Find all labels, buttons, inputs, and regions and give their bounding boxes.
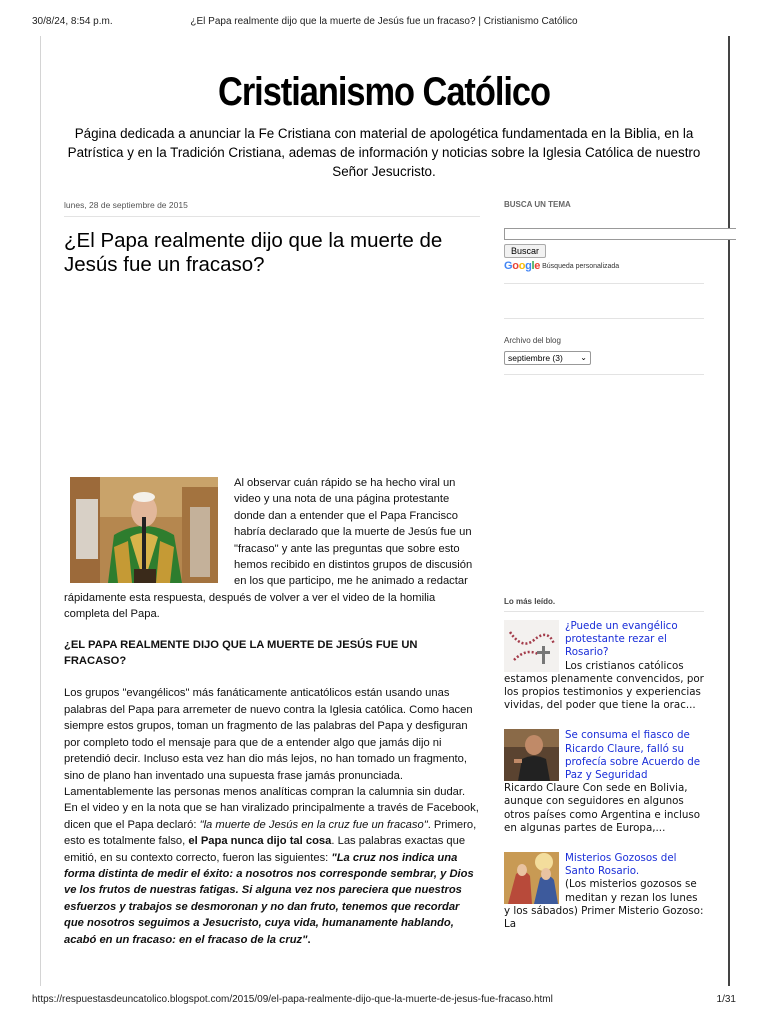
chevron-down-icon: ⌄ [580,353,587,362]
popular-item [504,852,704,931]
para-text: . Las palabras exactas que emitió, en su contexto correcto, fueron las siguientes: [64,835,466,864]
preacher-thumbnail[interactable] [504,729,559,781]
archive-widget-title: Archivo del blog [504,336,561,345]
search-button[interactable]: Buscar [504,244,546,258]
para-bold-quote-text: "La cruz nos indica una forma distinta de medir el éxito: a nosotros nos corresponde sembrar, y Dios ve los frutos de nuestras fatigas. Si alguna vez nos pareciera que nuestros esfuerzos y trabajos se desmoronan y no dan fruto, tenemos que recordar que nosotros seguimos a Jesucristo, cuya vida, humanamente hablando, acabó en un fracaso: en el fracaso de la cruz" [64,851,474,946]
search-input[interactable] [504,228,736,240]
print-footer [32,994,736,1008]
para-text: Los grupos "evangélicos" más fanáticamente anticatólicos están usando unas palabras del Papa para arremeter de nuevo contra la Iglesia católica. Como hacen siempre estos grupos, toman un fragmento de las palabras del Papa y desfiguran por completo todo el mensaje para que de a entender algo que jamás dijo ni pretendió decir. Incluso esta vez han dio más lejos, no han tomado un fragmento, sino de plano han inventado una supuesta frase jamás pronunciada. Lamentablemente las personas menos analíticas compran la calumnia sin dudar. En el video y en la nota que se han viralizado principalmente a través de Facebook, dicen que el Papa declaró: [64,687,479,831]
preacher-thumbnail-graphic [504,729,559,781]
print-datetime: 30/8/24, 8:54 p.m. [32,16,113,27]
para-quote: "la muerte de Jesús en la cruz fue un fracaso" [199,818,428,831]
para-end: . [307,933,311,946]
popular-item-snippet: Los cristianos católicos estamos plenamente convencidos, por los propios testimonios y experiencias vividas, del poder que tiene la orac... [504,659,704,712]
rosary-thumbnail-graphic [504,620,559,672]
blog-title[interactable]: Cristianismo Católico [218,70,550,114]
pope-photo[interactable] [70,477,218,583]
print-document-title: ¿El Papa realmente dijo que la muerte de Jesús fue un fracaso? | Cristianismo Católico [190,16,578,27]
post-body [64,475,480,948]
divider [504,283,704,284]
powered-label: Búsqueda personalizada [542,262,620,270]
para-bold-quote [64,852,474,946]
embedded-video-area[interactable] [64,277,480,475]
popular-item [504,729,704,835]
print-page-number: 1/31 [716,994,736,1005]
post-title[interactable]: ¿El Papa realmente dijo que la muerte de Jesús fue un fracaso? [64,229,443,276]
divider [504,611,704,612]
annunciation-thumbnail-graphic [504,852,559,904]
popular-item [504,620,704,712]
print-header [32,16,736,30]
popular-item-link[interactable]: Se consuma el fiasco de Ricardo Claure, falló su profecía sobre Acuerdo de Paz y Seguridad [565,729,701,782]
post-heading: ¿EL PAPA REALMENTE DIJO QUE LA MUERTE DE JESÚS FUE UN FRACASO? [64,638,418,668]
post-paragraph [64,685,480,948]
popular-widget-title: Lo más leído. [504,597,556,606]
rosary-thumbnail[interactable] [504,620,559,672]
archive-select[interactable] [504,351,591,365]
popular-item-link[interactable]: ¿Puede un evangélico protestante rezar el Rosario? [565,620,678,659]
google-custom-search [504,260,704,272]
search-row [504,228,704,240]
divider [504,374,704,375]
popular-item-link[interactable]: Misterios Gozosos del Santo Rosario. [565,852,677,878]
post-column [64,200,480,948]
search-widget-title: BUSCA UN TEMA [504,200,571,209]
popular-item-snippet: (Los misterios gozosos se meditan y rezan los lunes y los sábados) Primer Misterio Gozoso: La [504,878,704,931]
divider [504,318,704,319]
page-frame-right [728,36,730,986]
sidebar [504,200,704,931]
print-url: https://respuestasdeuncatolico.blogspot.com/2015/09/el-papa-realmente-dijo-que-la-muerte-de-jesus-fue-fracaso.html [32,994,553,1005]
archive-selected-value: septiembre (3) [508,353,563,363]
para-text: . Primero, esto es totalmente falso, [64,818,477,848]
page-frame-left [40,36,41,986]
annunciation-thumbnail[interactable] [504,852,559,904]
para-bold: el Papa nunca dijo tal cosa [188,835,332,848]
post-intro: Al observar cuán rápido se ha hecho viral un video y una nota de una página protestante donde dan a entender que el Papa Francisco habría declarado que la muerte de Jesús fue un "fracaso" y ante las preguntas que sobre esto hemos recibido en distintos grupos de discusión en los que participo, me he animado a redactar rápidamente esta respuesta, después de volver a ver el video de la homilia completa del Papa. [64,477,473,621]
popular-item-snippet: Ricardo Claure Con sede en Bolivia, aunque con seguidores en algunos otros países como Argentina e incluso en algunas partes de Europa,... [504,782,701,834]
pope-photo-graphic [70,477,218,583]
google-logo: Google [504,260,541,272]
blog-description: Página dedicada a anunciar la Fe Cristiana con material de apologética fundamentada en la Biblia, en la Patrística y en la Tradición Cristiana, ademas de información y noticias sobre la Iglesia Católica de nuestro Señor Jesucristo. [67,126,701,179]
post-date: lunes, 28 de septiembre de 2015 [64,200,480,217]
